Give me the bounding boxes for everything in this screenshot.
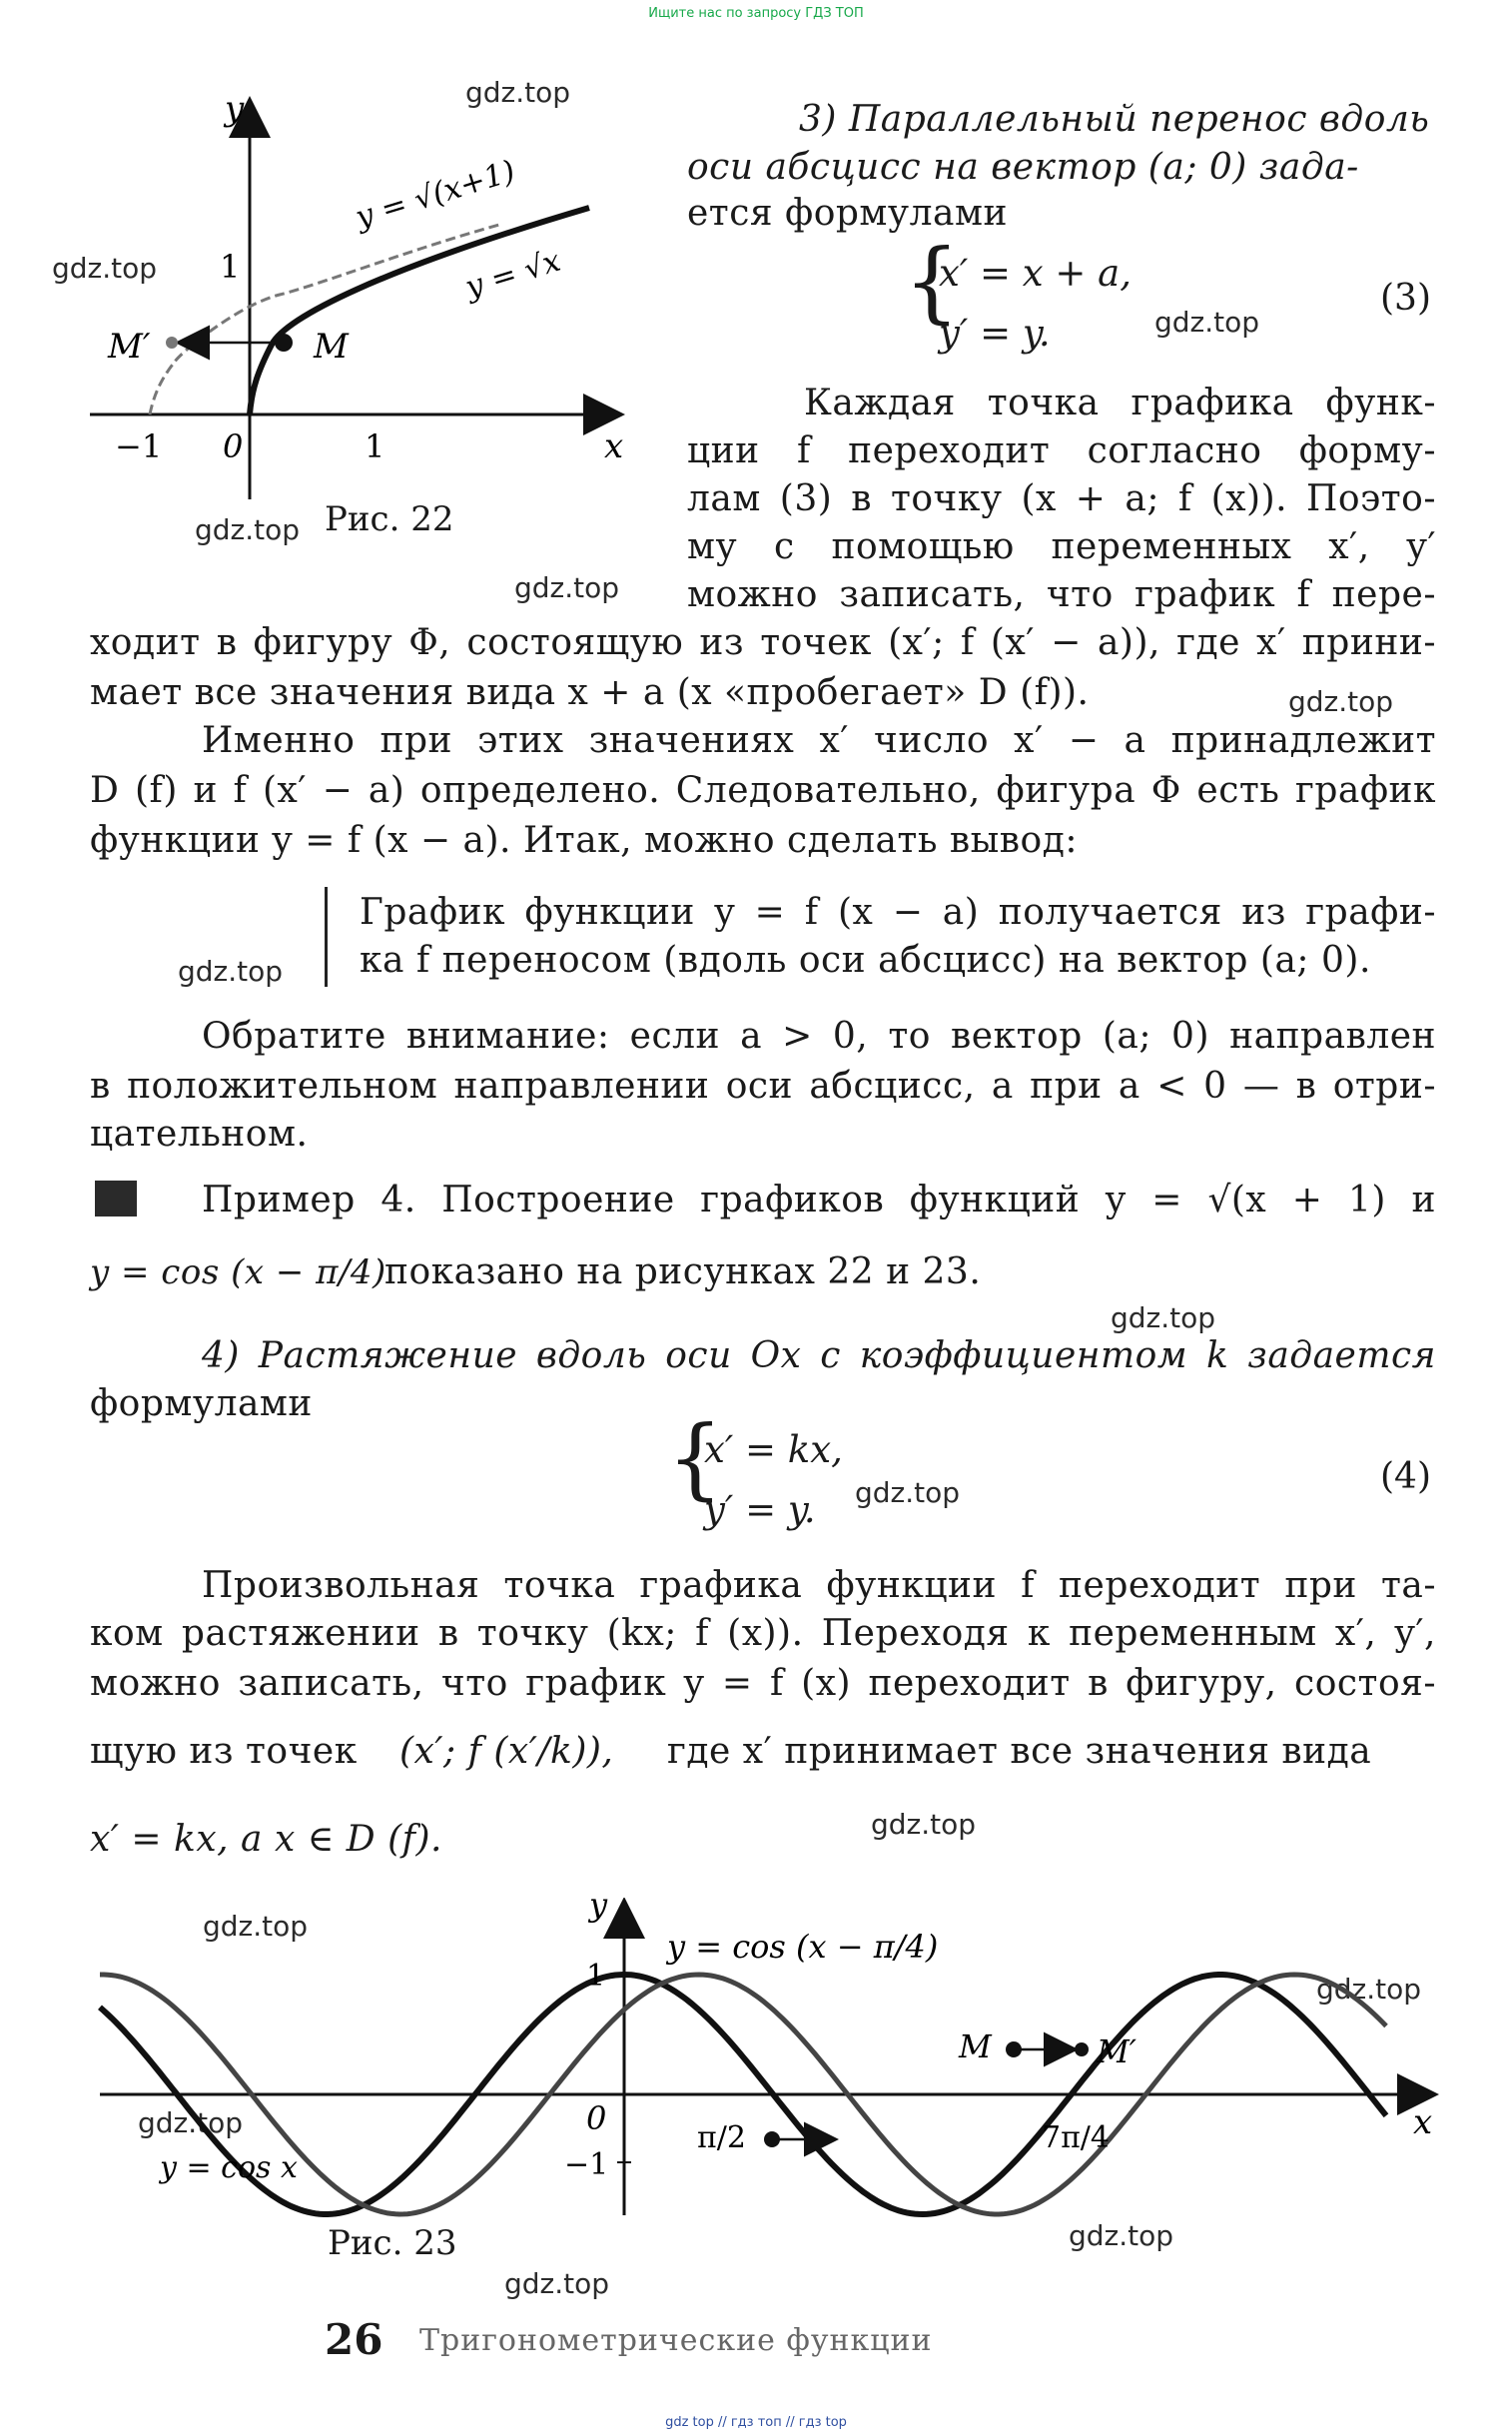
- watermark: gdz.top: [1316, 1973, 1422, 2006]
- fig23-point-m-label: M: [959, 2028, 992, 2065]
- watermark: gdz.top: [855, 1476, 961, 1509]
- para4-line: ком растяжении в точку (kx; f (x)). Переходя к переменным x′, y′,: [90, 1613, 1436, 1654]
- watermark: gdz.top: [1069, 2219, 1174, 2252]
- fig23-caption: Рис. 23: [328, 2223, 457, 2263]
- curve-sqrt-x: [250, 208, 589, 414]
- watermark: gdz.top: [203, 1910, 309, 1943]
- section3-line3: ется формулами: [687, 193, 1008, 234]
- section4-line1: 4) Растяжение вдоль оси Ox с коэффициентом k задается: [202, 1335, 1436, 1376]
- brace-3: {: [904, 230, 960, 333]
- fig22-curve-label-shift: y = √(x+1): [352, 153, 519, 236]
- rule-line: ка f переносом (вдоль оси абсцисс) на вектор (a; 0).: [360, 940, 1371, 981]
- eq4-number: (4): [1380, 1456, 1431, 1497]
- point-zero: [764, 2131, 780, 2147]
- point-m: [275, 334, 293, 352]
- para3-line: цательном.: [90, 1114, 309, 1155]
- fig22-tick-1-y: 1: [220, 248, 241, 286]
- para4-formula: (x′; f (x′/k)),: [399, 1731, 614, 1772]
- running-title: Тригонометрические функции: [419, 2323, 933, 2358]
- point-m-prime: [166, 337, 178, 349]
- section3-line2: оси абсцисс на вектор (a; 0) зада-: [687, 147, 1359, 188]
- fig22-tick-0: 0: [223, 427, 244, 465]
- footer-note[interactable]: gdz top // гдз топ // гдз top: [665, 2415, 847, 2430]
- fig23-curve-label-base: y = cos x: [160, 2150, 298, 2185]
- rule-line: График функции y = f (x − a) получается из графи-: [360, 892, 1436, 933]
- para4-line: где x′ принимает все значения вида: [667, 1731, 1372, 1772]
- watermark: gdz.top: [465, 76, 571, 109]
- fig22-curve-label-base: y = √x: [461, 243, 565, 306]
- watermark: gdz.top: [1288, 685, 1394, 718]
- example4-line1: Пример 4. Построение графиков функций y = √(x + 1) и: [202, 1180, 1436, 1220]
- eq4-a: x′ = kx,: [704, 1428, 843, 1471]
- para3-line: Обратите внимание: если a > 0, то вектор (a; 0) направлен: [202, 1016, 1436, 1057]
- para1-line: можно записать, что график f пере-: [687, 574, 1436, 615]
- para4-line: щую из точек: [90, 1731, 358, 1772]
- watermark: gdz.top: [504, 2267, 610, 2300]
- fig22-point-m-prime-label: M′: [108, 327, 151, 367]
- watermark: gdz.top: [871, 1808, 977, 1841]
- para2-line: функции y = f (x − a). Итак, можно сделать вывод:: [90, 820, 1079, 861]
- para2-line: D (f) и f (x′ − a) определено. Следовательно, фигура Φ есть график: [90, 770, 1436, 811]
- para1-line: ции f переходит согласно форму-: [687, 430, 1436, 471]
- fig22-label-y: y: [225, 90, 245, 129]
- watermark: gdz.top: [195, 513, 301, 546]
- fig23-tick-7pi4: 7π/4: [1042, 2120, 1110, 2155]
- para2-line: Именно при этих значениях x′ число x′ − a принадлежит: [202, 720, 1436, 761]
- fig23-curve-label-shift: y = cos (x − π/4): [667, 1928, 939, 1966]
- para1-line: ходит в фигуру Φ, состоящую из точек (x′; f (x′ − a)), где x′ прини-: [90, 622, 1436, 663]
- fig22-tick-1-x: 1: [365, 427, 385, 465]
- example4-line2: показано на рисунках 22 и 23.: [384, 1251, 982, 1292]
- header-note[interactable]: Ищите нас по запросу ГДЗ ТОП: [648, 6, 864, 21]
- page-number: 26: [325, 2315, 383, 2364]
- fig23-tick-1: 1: [586, 1959, 606, 1994]
- section4-line2: формулами: [90, 1383, 313, 1424]
- para3-line: в положительном направлении оси абсцисс, а при a < 0 — в отри-: [90, 1066, 1436, 1107]
- figure-23: [90, 1898, 1448, 2217]
- fig23-point-m-prime-label: M′: [1097, 2032, 1137, 2070]
- fig22-point-m-label: M: [314, 327, 349, 367]
- example4-formula: y = cos (x − π/4): [90, 1252, 386, 1292]
- watermark: gdz.top: [52, 252, 158, 285]
- eq3-a: x′ = x + a,: [939, 252, 1133, 295]
- fig22-caption: Рис. 22: [325, 499, 454, 539]
- section3-line1: 3) Параллельный перенос вдоль: [799, 99, 1430, 140]
- figure-22: [80, 90, 639, 509]
- para1-line: му с помощью переменных x′, y′: [687, 526, 1436, 567]
- fig23-tick-0: 0: [586, 2099, 607, 2137]
- eq4-b: y′ = y.: [704, 1488, 816, 1531]
- eq3-b: y′ = y.: [939, 312, 1051, 355]
- eq3-number: (3): [1380, 278, 1431, 319]
- fig22-tick-neg1: −1: [115, 427, 163, 465]
- point-m: [1006, 2041, 1022, 2057]
- para1-line: Каждая точка графика функ-: [804, 383, 1436, 423]
- para4-line: Произвольная точка графика функции f переходит при та-: [202, 1565, 1436, 1606]
- watermark: gdz.top: [138, 2106, 244, 2139]
- fig23-tick-pi2: π/2: [697, 2120, 746, 2155]
- rule-bar: [325, 887, 328, 987]
- para4-line: можно записать, что график y = f (x) переходит в фигуру, состоя-: [90, 1663, 1436, 1704]
- watermark: gdz.top: [514, 571, 620, 604]
- point-m-prime: [1075, 2042, 1089, 2056]
- para4-line: x′ = kx, a x ∈ D (f).: [90, 1819, 442, 1860]
- watermark: gdz.top: [1154, 306, 1260, 339]
- example-marker-icon: [95, 1181, 137, 1217]
- brace-4: {: [667, 1406, 723, 1509]
- fig23-label-y: y: [589, 1898, 608, 1924]
- para1-line: лам (3) в точку (x + a; f (x)). Поэто-: [687, 478, 1436, 519]
- watermark: gdz.top: [1111, 1301, 1216, 1334]
- watermark: gdz.top: [178, 955, 284, 988]
- para1-line: мает все значения вида x + a (x «пробегает» D (f)).: [90, 672, 1090, 713]
- fig22-label-x: x: [604, 426, 624, 466]
- fig23-label-x: x: [1413, 2102, 1433, 2142]
- fig23-tick-neg1: −1: [564, 2147, 609, 2182]
